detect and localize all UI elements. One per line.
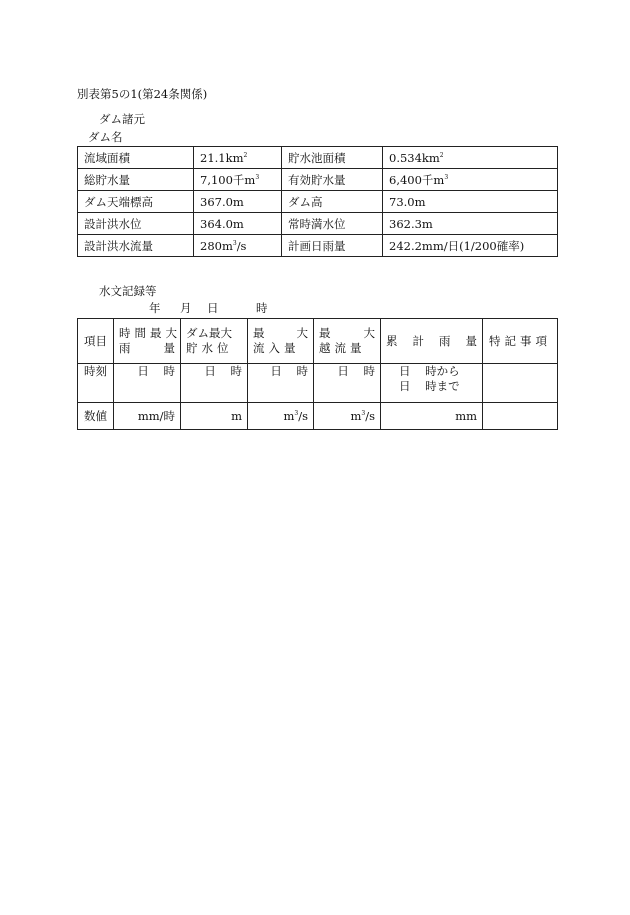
spec-label: 総貯水量 (78, 169, 194, 191)
hydrology-records-table (77, 318, 558, 430)
spec-value: $280m^3/s$ (194, 235, 282, 257)
time-cell: 日 時 (314, 364, 381, 403)
cumulative-time-range: 日 時から 日 時まで (381, 364, 483, 403)
notes-cell (483, 403, 558, 430)
spec-value: 242.2mm/日(1/200確率) (383, 235, 558, 257)
date-day-label: 日 (207, 301, 219, 315)
spec-value: $0.534km^2$ (383, 147, 558, 169)
notes-cell (483, 364, 558, 403)
spec-value: 73.0m (383, 191, 558, 213)
header-max-inflow: 最 大 流入量 (248, 319, 314, 364)
table-row (78, 147, 558, 169)
spec-label: 有効貯水量 (282, 169, 383, 191)
spec-value: 6,400千$m^3$ (383, 169, 558, 191)
header-item: 項目 (78, 319, 114, 364)
spec-value: 367.0m (194, 191, 282, 213)
header-max-overflow: 最 大 越流量 (314, 319, 381, 364)
table-header-row (78, 319, 558, 364)
table-row (78, 364, 558, 403)
spec-label: ダム高 (282, 191, 383, 213)
spec-label: 設計洪水流量 (78, 235, 194, 257)
header-cumulative-rain: 累計雨量 (381, 319, 483, 364)
date-hour-label: 時 (256, 301, 268, 315)
header-max-hourly-rain: 時間最大 雨 量 (114, 319, 181, 364)
date-month-label: 月 (180, 301, 192, 315)
row-label-value: 数値 (78, 403, 114, 430)
table-row (78, 169, 558, 191)
table-row (78, 403, 558, 430)
table-row (78, 235, 558, 257)
value-unit-level: m (181, 403, 248, 430)
table-row (78, 191, 558, 213)
time-cell: 日 時 (181, 364, 248, 403)
dam-specs-table (77, 146, 558, 257)
dam-name-label: ダム名 (88, 130, 123, 144)
value-unit-overflow: $m^3/s$ (314, 403, 381, 430)
table-row (78, 213, 558, 235)
row-label-time: 時刻 (78, 364, 114, 403)
time-cell: 日 時 (114, 364, 181, 403)
spec-label: 常時満水位 (282, 213, 383, 235)
value-unit-inflow: $m^3/s$ (248, 403, 314, 430)
spec-label: 流域面積 (78, 147, 194, 169)
appendix-title: 別表第5の1(第24条関係) (77, 87, 208, 101)
records-heading: 水文記録等 (99, 284, 157, 298)
spec-value: 364.0m (194, 213, 282, 235)
header-max-reservoir-level: ダム最大 貯水位 (181, 319, 248, 364)
time-cell: 日 時 (248, 364, 314, 403)
specs-heading: ダム諸元 (99, 112, 145, 126)
spec-label: ダム天端標高 (78, 191, 194, 213)
spec-label: 貯水池面積 (282, 147, 383, 169)
spec-label: 計画日雨量 (282, 235, 383, 257)
spec-value: $21.1km^2$ (194, 147, 282, 169)
spec-value: 362.3m (383, 213, 558, 235)
value-unit-cumulative: mm (381, 403, 483, 430)
header-notes: 特記事項 (483, 319, 558, 364)
date-year-label: 年 (149, 301, 161, 315)
spec-label: 設計洪水位 (78, 213, 194, 235)
spec-value: 7,100千$m^3$ (194, 169, 282, 191)
value-unit-rain: mm/時 (114, 403, 181, 430)
